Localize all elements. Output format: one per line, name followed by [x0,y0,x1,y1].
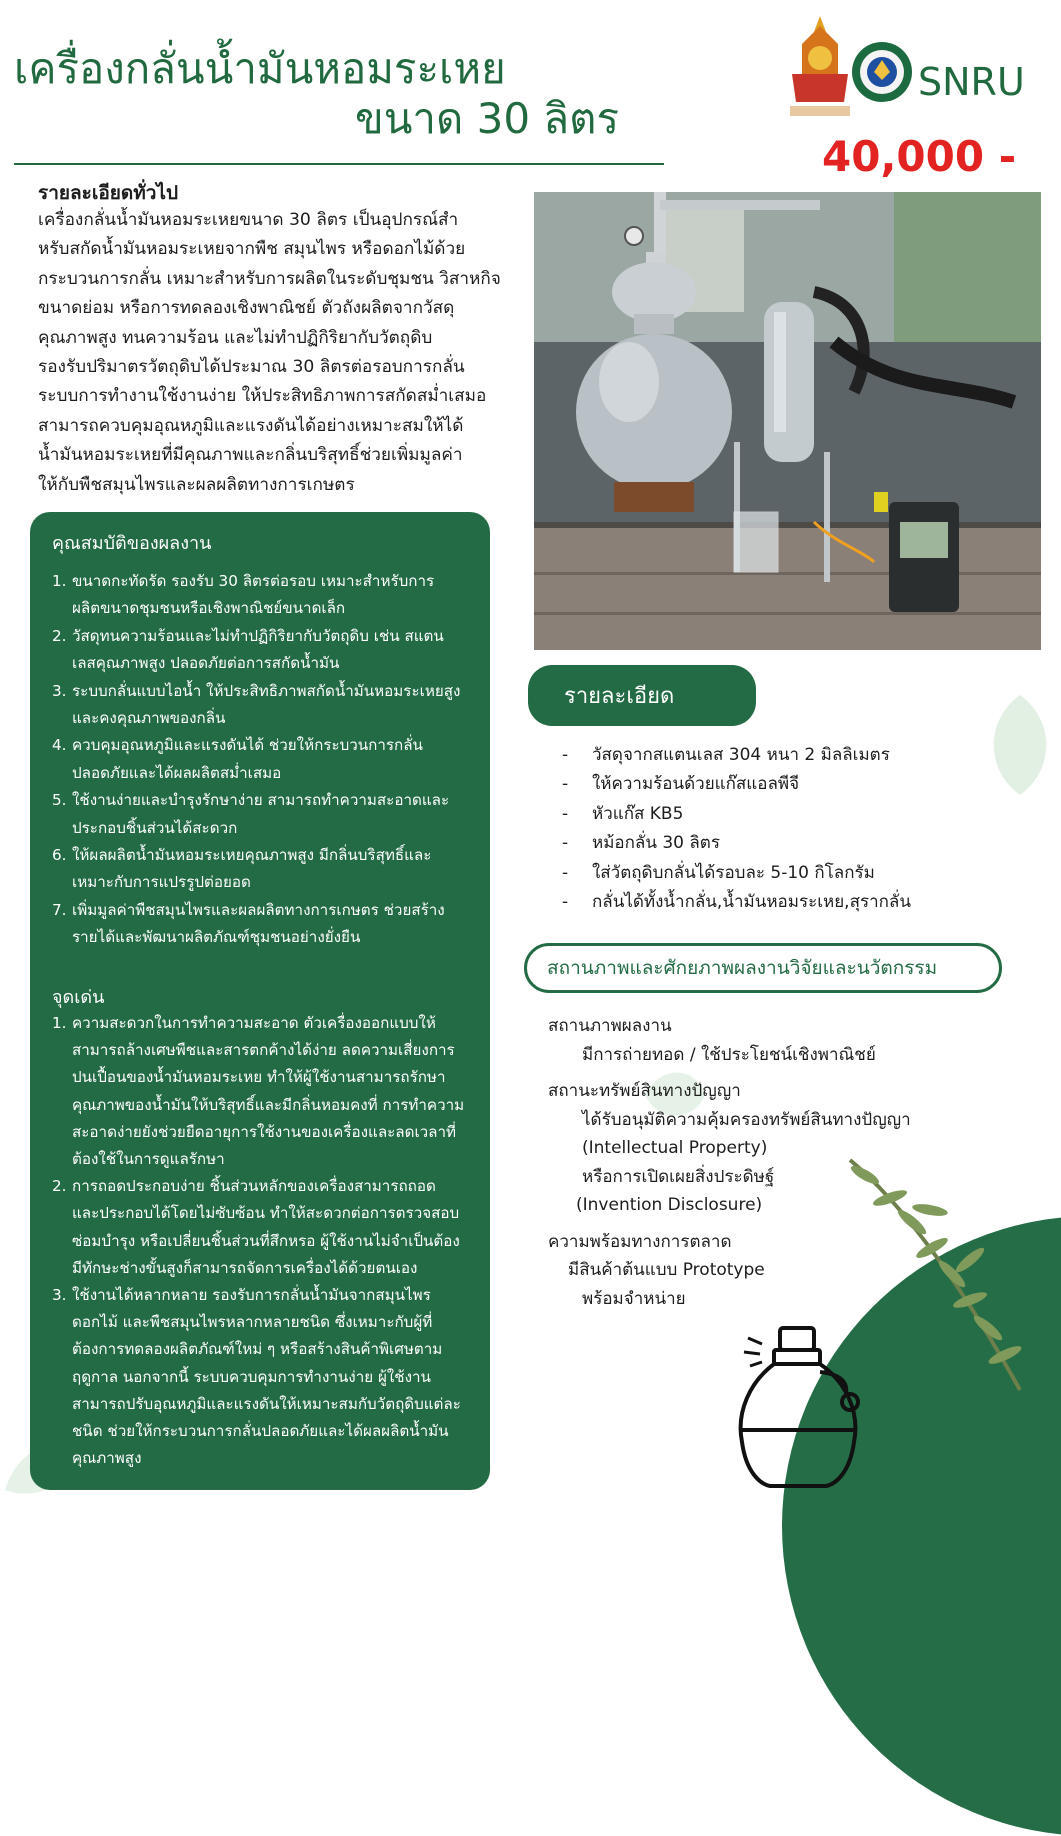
details-heading: รายละเอียด [528,665,756,726]
page-title-line1: เครื่องกลั่นน้ำมันหอมระเหย [14,44,506,93]
list-item: 3. ใช้งานได้หลากหลาย รองรับการกลั่นน้ำมันจากสมุนไพร ดอกไม้ และพืชสมุนไพรหลากหลายชนิด ซึ่งเหมาะกับผู้ที่ ต้องการทดลองผลิตภัณฑ์ใหม่ ๆ หรือสร้างสินค้าพิเศษตาม ฤดูกาล นอกจากนี้ ระบบควบคุมการทำงานง่าย ผู้ใช้งาน สามารถปรับอุณหภูมิและแรงดันให้เหมาะสมกับวัตถุดิบแต่ละ ชนิด ช่วยให้กระบวนการกลั่นปลอดภัยและได้ผลผลิตน้ำมัน คุณภาพสูง [52,1286,461,1468]
list-item: 7. เพิ่มมูลค่าพืชสมุนไพรและผลผลิตทางการเกษตร ช่วยสร้าง รายได้และพัฒนาผลิตภัณฑ์ชุมชนอย่างยั่งยืน [52,900,445,947]
market-line: มีสินค้าต้นแบบ Prototype [568,1260,765,1280]
list-item: - วัสดุจากสแตนเลส 304 หนา 2 มิลลิเมตร [562,745,890,765]
list-item: 5. ใช้งานง่ายและบำรุงรักษาง่าย สามารถทำความสะอาดและ ประกอบชิ้นส่วนได้สะดวก [52,791,450,837]
price-label: 40,000 - [822,132,1017,181]
desc-line: ขนาดย่อม หรือการทดลองเชิงพาณิชย์ ตัวถังผลิตจากวัสดุ [38,298,455,319]
rmut-emblem-icon [790,16,850,116]
list-item: - ให้ความร้อนด้วยแก๊สแอลพีจี [562,774,800,795]
list-item: 6. ให้ผลผลิตน้ำมันหอมระเหยคุณภาพสูง มีกลิ่นบริสุทธิ์และ เหมาะกับการแปรรูปต่อยอด [52,846,432,892]
desc-line: หรับสกัดน้ำมันหอมระเหยจากพืช สมุนไพร หรือดอกไม้ด้วย [38,239,466,260]
list-item: - หม้อกลั่น 30 ลิตร [562,833,720,854]
desc-line: รองรับปริมาตรวัตถุดิบได้ประมาณ 30 ลิตรต่อรอบการกลั่น [38,357,465,378]
general-description [38,206,533,500]
market-line: พร้อมจำหน่าย [582,1288,686,1309]
snru-logo-text: SNRU [918,60,1025,104]
product-photo [534,192,1041,650]
properties-list [52,568,492,952]
work-status-label: สถานภาพผลงาน [548,1016,672,1036]
title-divider [14,163,664,165]
desc-line: คุณภาพสูง ทนความร้อน และไม่ทำปฏิกิริยากับวัตถุดิบ [38,327,433,348]
market-label: ความพร้อมทางการตลาด [548,1231,732,1252]
ip-status-label: สถานะทรัพย์สินทางปัญญา [548,1081,741,1101]
highlights-heading: จุดเด่น [52,987,105,1008]
list-item: 2. การถอดประกอบง่าย ชิ้นส่วนหลักของเครื่องสามารถถอด และประกอบได้โดยไม่ซับซ้อน ทำให้สะดวกต่อการตรวจสอบ ซ่อมบำรุง หรือเปลี่ยนชิ้นส่วนที่สึกหรอ ผู้ใช้งานไม่จำเป็นต้อง มีทักษะช่างขั้นสูงก็สามารถจัดการเครื่องได้ด้วยตนเอง [52,1177,460,1277]
list-item: - ใส่วัตถุดิบกลั่นได้รอบละ 5-10 กิโลกรัม [562,862,875,883]
snru-seal-icon [852,42,912,102]
list-item: 4. ควบคุมอุณหภูมิและแรงดันได้ ช่วยให้กระบวนการกลั่น ปลอดภัยและได้ผลผลิตสม่ำเสมอ [52,736,423,782]
features-panel [30,512,490,1490]
desc-line: น้ำมันหอมระเหยที่มีคุณภาพและกลิ่นบริสุทธิ์ช่วยเพิ่มมูลค่า [38,445,463,466]
work-status-value: มีการถ่ายทอด / ใช้ประโยชน์เชิงพาณิชย์ [582,1044,876,1065]
page-title-line2: ขนาด 30 ลิตร [355,94,619,143]
highlights-list [52,1010,492,1472]
properties-heading: คุณสมบัติของผลงาน [52,533,212,554]
list-item: - หัวแก๊ส KB5 [562,803,684,824]
desc-line: กระบวนการกลั่น เหมาะสำหรับการผลิตในระดับชุมชน วิสาหกิจ [38,268,501,289]
oil-bottle-icon [730,1322,870,1492]
list-item: 3. ระบบกลั่นแบบไอน้ำ ให้ประสิทธิภาพสกัดน้ำมันหอมระเหยสูง และคงคุณภาพของกลิ่น [52,681,461,728]
desc-line: ให้กับพืชสมุนไพรและผลผลิตทางการเกษตร [38,474,355,495]
list-item: 1. ขนาดกะทัดรัด รองรับ 30 ลิตรต่อรอบ เหมาะสำหรับการ ผลิตขนาดชุมชนหรือเชิงพาณิชย์ขนาดเล็ก [52,572,435,618]
ip-status-line: ได้รับอนุมัติความคุ้มครองทรัพย์สินทางปัญญา [582,1109,911,1130]
desc-line: สามารถควบคุมอุณหภูมิและแรงดันได้อย่างเหมาะสมให้ได้ [38,415,464,436]
ip-status-line: (Intellectual Property) [582,1138,768,1158]
list-item: - กลั่นได้ทั้งน้ำกลั่น,น้ำมันหอมระเหย,สุรากลั่น [562,892,911,913]
status-heading: สถานภาพและศักยภาพผลงานวิจัยและนวัตกรรม [524,943,1002,993]
general-heading: รายละเอียดทั่วไป [38,182,179,204]
list-item: 1. ความสะดวกในการทำความสะอาด ตัวเครื่องออกแบบให้ สามารถล้างเศษพืชและสารตกค้างได้ง่าย ลดความเสี่ยงการ ปนเปื้อนของน้ำมันหอมระเหย ทำให้ผู้ใช้งานสามารถรักษา คุณภาพของน้ำมันให้บริสุทธิ์และมีกลิ่นหอมคงที่ การทำความ สะอาดง่ายยังช่วยยืดอายุการใช้งานของเครื่องและลดเวลาที่ ต้องใช้ในการดูแลรักษา [52,1014,465,1169]
ip-status-line: หรือการเปิดเผยสิ่งประดิษฐ์ [582,1166,775,1187]
ip-status-line: (Invention Disclosure) [576,1195,763,1215]
details-list [562,741,911,917]
desc-line: ระบบการทำงานใช้งานง่าย ให้ประสิทธิภาพการสกัดสม่ำเสมอ [38,386,487,407]
leaf-decoration [980,690,1060,800]
desc-line: เครื่องกลั่นน้ำมันหอมระเหยขนาด 30 ลิตร เป็นอุปกรณ์สำ [38,210,459,230]
list-item: 2. วัสดุทนความร้อนและไม่ทำปฏิกิริยากับวัตถุดิบ เช่น สแตน เลสคุณภาพสูง ปลอดภัยต่อการสกัดน้ำมัน [52,626,444,673]
